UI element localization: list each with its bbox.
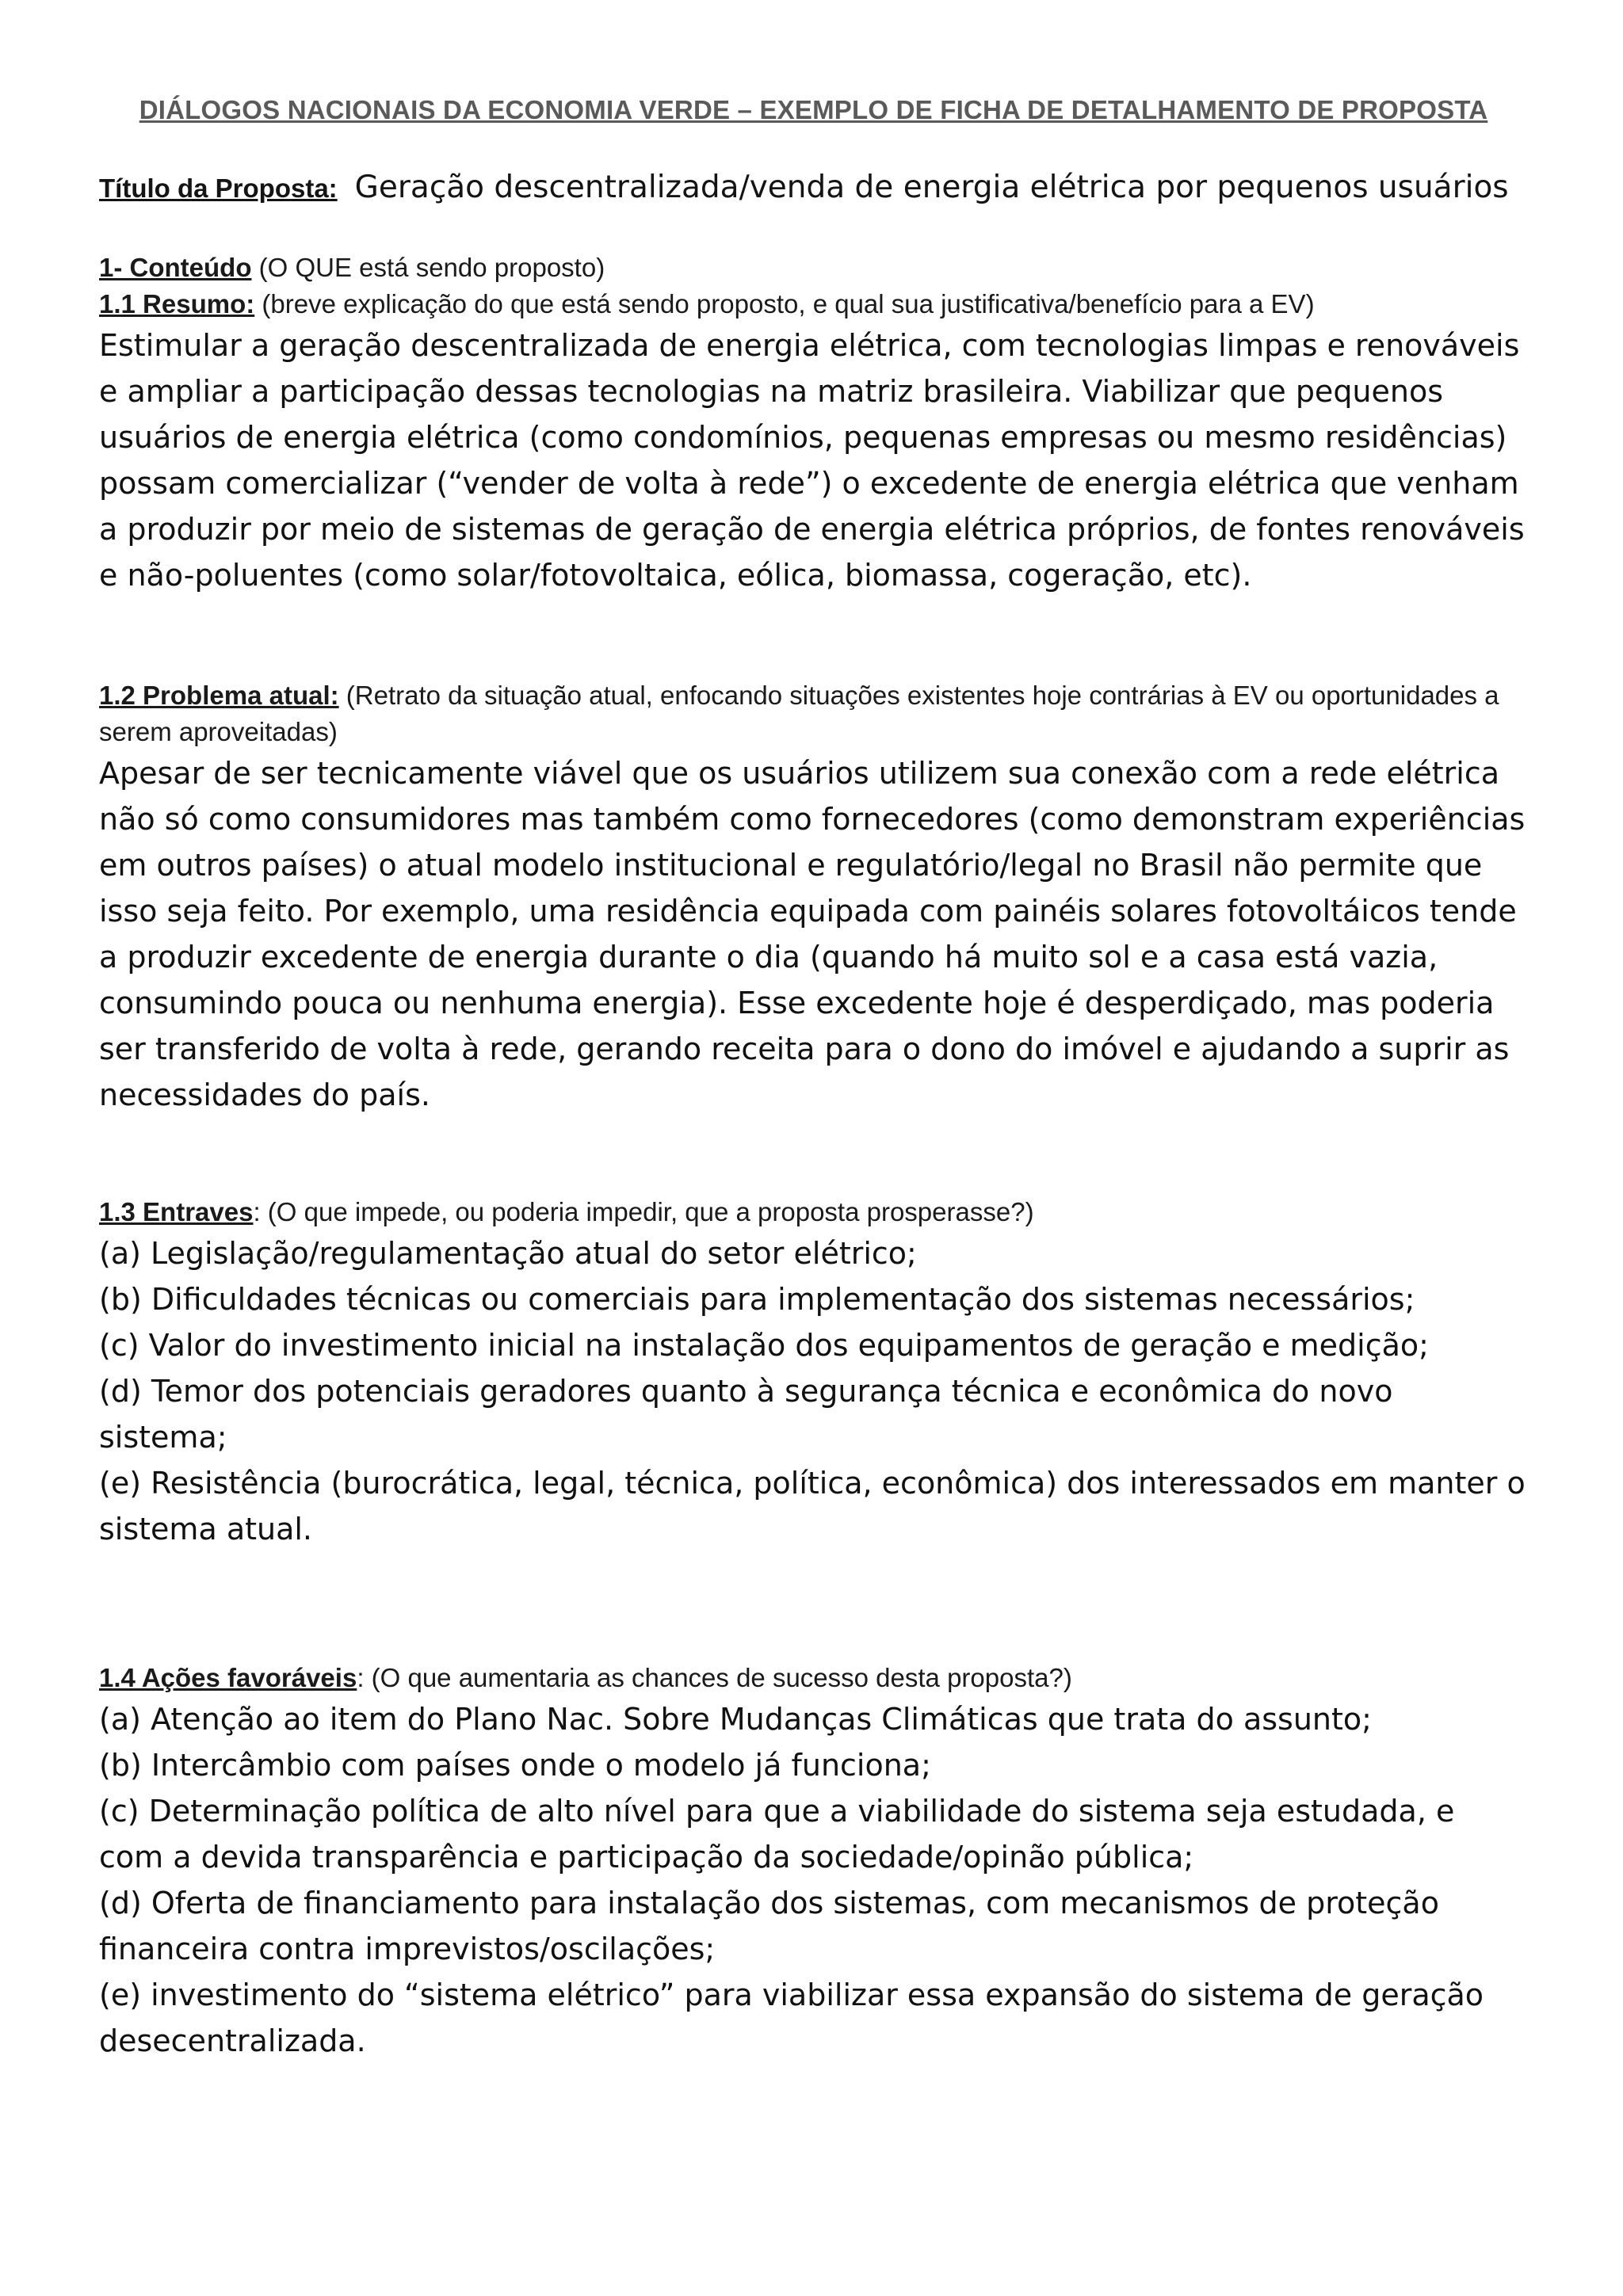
list-item: (e) Resistência (burocrática, legal, técnica, política, econômica) dos interessados em manter o sistema atual.	[99, 1466, 1526, 1547]
proposal-title	[99, 170, 1528, 205]
section-obstacles	[99, 1194, 1528, 1552]
summary-text: Estimular a geração descentralizada de energia elétrica, com tecnologias limpas e renováveis e ampliar a participação dessas tecnologias na matriz brasileira. Viabilizar que pequenos usuários de energia elétrica (como condomínios, pequenas empresas ou mesmo residências) possam comercializar (“vender de volta à rede”) o excedente de energia elétrica que venham a produzir por meio de sistemas de geração de energia elétrica próprios, de fontes renováveis e não-poluentes (como solar/fotovoltaica, eólica, biomassa, cogeração, etc).	[99, 328, 1525, 593]
content-note: (O QUE está sendo proposto)	[251, 253, 605, 282]
obstacles-heading	[99, 1194, 1528, 1230]
actions-label: 1.4 Ações favoráveis	[99, 1663, 357, 1692]
list-item: (b) Intercâmbio com países onde o modelo já funciona;	[99, 1748, 931, 1783]
proposal-title-label: Título da Proposta:	[99, 174, 338, 203]
section-problem	[99, 677, 1528, 1118]
content-label: 1- Conteúdo	[99, 253, 252, 282]
summary-note: (breve explicação do que está sendo proposto, e qual sua justificativa/benefício para a EV)	[254, 289, 1315, 318]
list-item: (d) Oferta de financiamento para instalação dos sistemas, com mecanismos de proteção financeira contra imprevistos/oscilações;	[99, 1886, 1439, 1966]
actions-note: : (O que aumentaria as chances de sucesso desta proposta?)	[357, 1663, 1072, 1692]
obstacles-note: : (O que impede, ou poderia impedir, que a proposta prosperasse?)	[253, 1197, 1034, 1226]
obstacles-list	[99, 1230, 1528, 1552]
problem-heading	[99, 677, 1528, 750]
document-header: DIÁLOGOS NACIONAIS DA ECONOMIA VERDE – EXEMPLO DE FICHA DE DETALHAMENTO DE PROPOSTA	[139, 95, 1488, 124]
content-heading	[99, 250, 1528, 286]
list-item: (c) Determinação política de alto nível para que a viabilidade do sistema seja estudada, e com a devida transparência e participação da sociedade/opinão pública;	[99, 1794, 1455, 1875]
list-item: (e) investimento do “sistema elétrico” para viabilizar essa expansão do sistema de geração desecentralizada.	[99, 1978, 1484, 2058]
spacer	[99, 1552, 1528, 1660]
problem-text: Apesar de ser tecnicamente viável que os usuários utilizem sua conexão com a rede elétrica não só como consumidores mas também como fornecedores (como demonstram experiências em outros países) o atual modelo institucional e regulatório/legal no Brasil não permite que isso seja feito. Por exemplo, uma residência equipada com painéis solares fotovoltáicos tende a produzir excedente de energia durante o dia (quando há muito sol e a casa está vazia, consumindo pouca ou nenhuma energia). Esse excedente hoje é desperdiçado, mas poderia ser transferido de volta à rede, gerando receita para o dono do imóvel e ajudando a suprir as necessidades do país.	[99, 756, 1526, 1112]
section-actions	[99, 1660, 1528, 2064]
problem-note: (Retrato da situação atual, enfocando situações existentes hoje contrárias à EV ou oportunidades a serem aproveitadas)	[99, 681, 1499, 746]
summary-heading	[99, 286, 1528, 322]
list-item: (d) Temor dos potenciais geradores quanto à segurança técnica e econômica do novo sistema;	[99, 1374, 1393, 1455]
spacer	[99, 598, 1528, 677]
actions-list	[99, 1696, 1528, 2064]
section-content	[99, 250, 1528, 598]
proposal-title-value: Geração descentralizada/venda de energia elétrica por pequenos usuários	[354, 170, 1509, 205]
problem-label: 1.2 Problema atual:	[99, 681, 339, 710]
list-item: (c) Valor do investimento inicial na instalação dos equipamentos de geração e medição;	[99, 1328, 1429, 1363]
list-item: (a) Legislação/regulamentação atual do setor elétrico;	[99, 1236, 917, 1271]
summary-label: 1.1 Resumo:	[99, 289, 255, 318]
spacer	[99, 1118, 1528, 1194]
list-item: (a) Atenção ao item do Plano Nac. Sobre Mudanças Climáticas que trata do assunto;	[99, 1702, 1372, 1737]
list-item: (b) Dificuldades técnicas ou comerciais para implementação dos sistemas necessários;	[99, 1282, 1415, 1317]
obstacles-label: 1.3 Entraves	[99, 1197, 254, 1226]
actions-heading	[99, 1660, 1528, 1696]
